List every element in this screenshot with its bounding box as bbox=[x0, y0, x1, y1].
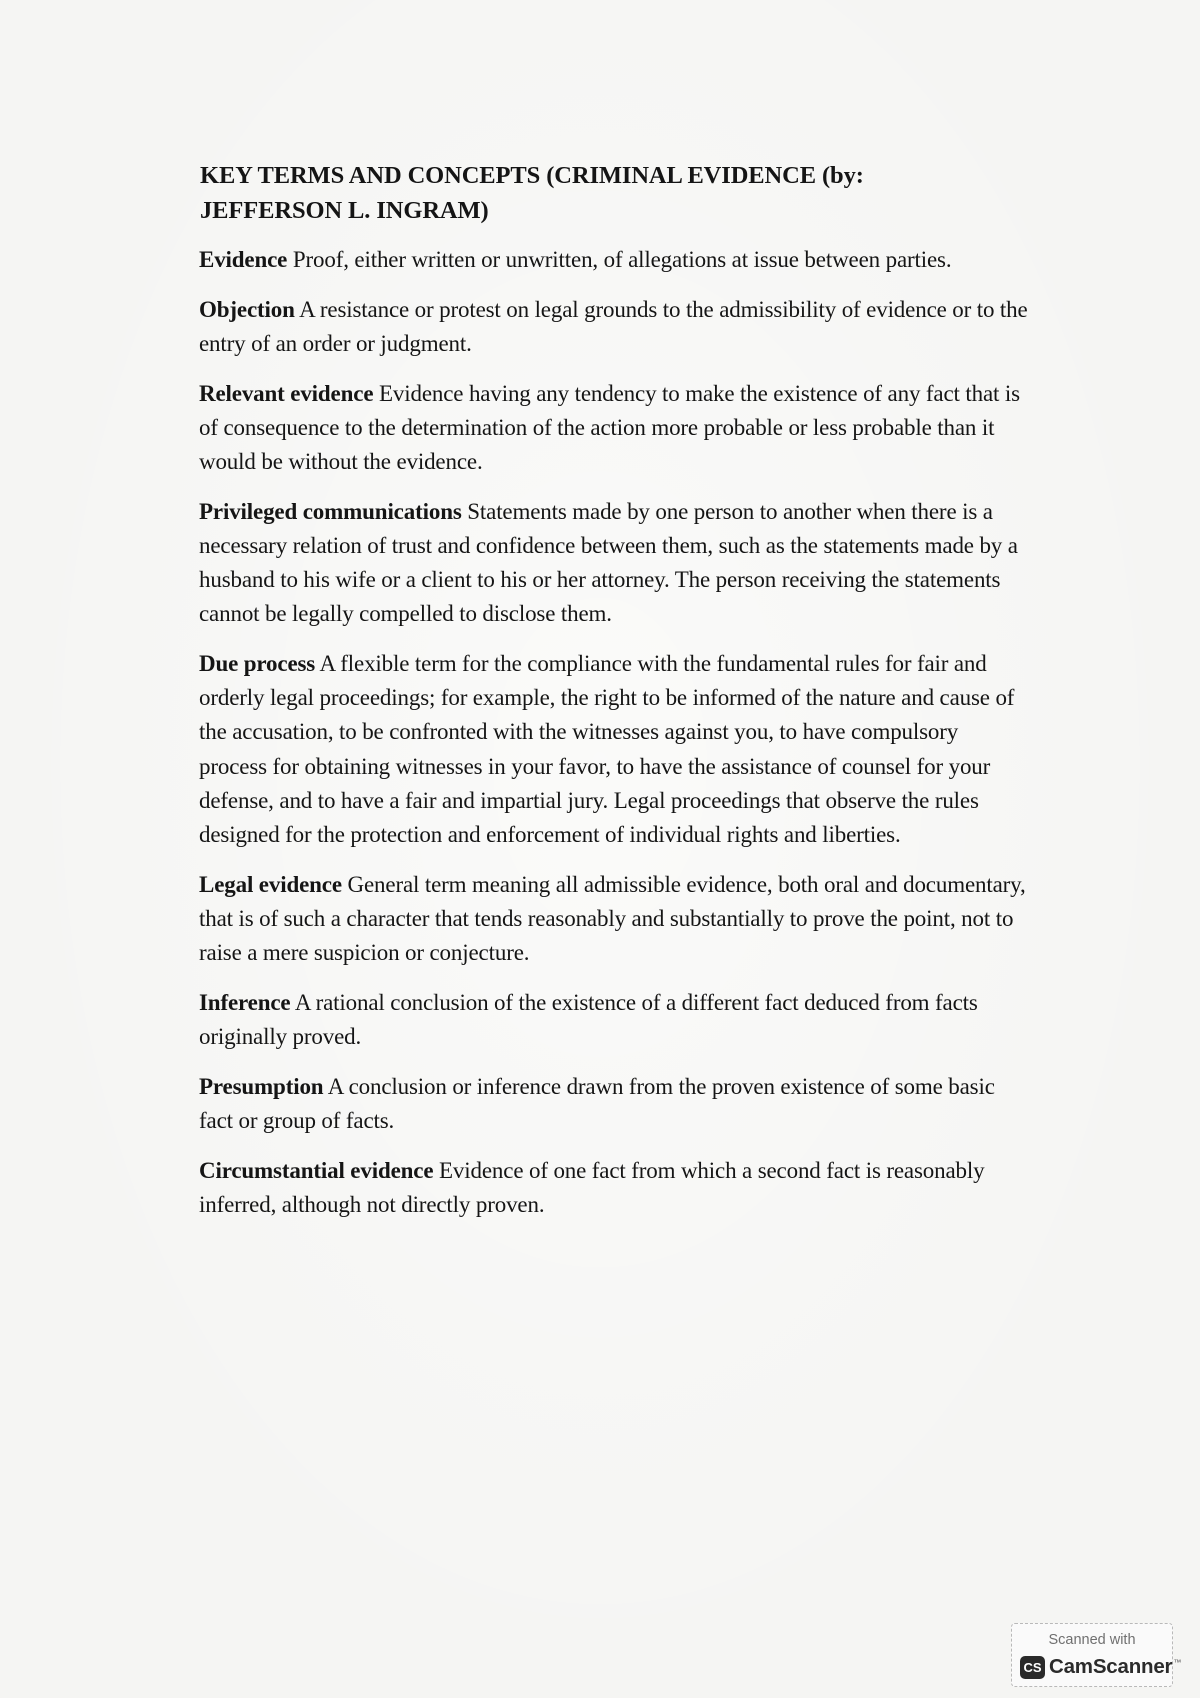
glossary-definition: Evidence of one fact from which a second fact is reasonably inferred, although not directly proven. bbox=[199, 1157, 985, 1217]
glossary-term: Objection bbox=[199, 296, 295, 322]
glossary-term: Circumstantial evidence bbox=[199, 1157, 434, 1183]
document-body bbox=[199, 158, 1029, 1238]
glossary-definition: Proof, either written or unwritten, of allegations at issue between parties. bbox=[292, 247, 952, 272]
watermark-brand-name: CamScanner bbox=[1049, 1655, 1173, 1678]
trademark-symbol: ™ bbox=[1173, 1658, 1182, 1667]
glossary-definition: A conclusion or inference drawn from the proven existence of some basic fact or group of facts. bbox=[199, 1073, 995, 1133]
glossary-entry-legal-evidence bbox=[199, 868, 1029, 971]
glossary-entry-evidence bbox=[199, 243, 1029, 277]
glossary-definition: A flexible term for the compliance with the fundamental rules for fair and orderly legal proceedings; for example, the right to be informed of the nature and cause of the accusation, to be confronted with the witnesses against you, to have compulsory process for obtaining witnesses in your favor, to have the assistance of counsel for your defense, and to have a fair and impartial jury. Legal proceedings that observe the rules designed for the protection and enforcement of individual rights and liberties. bbox=[199, 651, 1015, 848]
glossary-definition: A rational conclusion of the existence of a different fact deduced from facts originally proved. bbox=[199, 989, 978, 1050]
watermark-brand-row bbox=[1020, 1655, 1181, 1679]
watermark-caption: Scanned with bbox=[1048, 1632, 1136, 1648]
glossary-entry-inference bbox=[199, 986, 1029, 1054]
glossary-term: Inference bbox=[199, 989, 291, 1015]
document-title bbox=[200, 158, 1029, 228]
glossary-entry-relevant-evidence bbox=[199, 377, 1029, 480]
glossary-entry-presumption bbox=[199, 1070, 1029, 1138]
glossary-entry-due-process bbox=[199, 647, 1029, 852]
glossary-term: Privileged communications bbox=[199, 498, 462, 524]
glossary-entry-circumstantial-evidence bbox=[199, 1154, 1029, 1222]
title-line-2: JEFFERSON L. INGRAM) bbox=[200, 197, 489, 224]
glossary-definition: Evidence having any tendency to make the existence of any fact that is of consequence to the determination of the action more probable or less probable than it would be without the evidence. bbox=[199, 380, 1020, 475]
glossary-definition: Statements made by one person to another when there is a necessary relation of trust and confidence between them, such as the statements made by a husband to his wife or a client to his or her attorney. The person receiving the statements cannot be legally compelled to disclose them. bbox=[199, 498, 1018, 627]
glossary-entry-privileged-communications bbox=[199, 495, 1029, 632]
glossary-term: Evidence bbox=[199, 247, 288, 272]
title-line-1: KEY TERMS AND CONCEPTS (CRIMINAL EVIDENCE (by: bbox=[200, 162, 864, 189]
glossary-term: Presumption bbox=[199, 1073, 324, 1099]
glossary-term: Relevant evidence bbox=[199, 380, 374, 406]
glossary-definition: A resistance or protest on legal grounds to the admissibility of evidence or to the entry of an order or judgment. bbox=[199, 296, 1028, 356]
glossary-entry-objection bbox=[199, 293, 1029, 361]
glossary-term: Legal evidence bbox=[199, 871, 342, 897]
camscanner-logo-icon: CS bbox=[1020, 1656, 1045, 1679]
glossary-term: Due process bbox=[199, 651, 316, 677]
glossary-definition: General term meaning all admissible evidence, both oral and documentary, that is of such a character that tends reasonably and substantially to prove the point, not to raise a mere suspicion or conjecture. bbox=[199, 871, 1026, 966]
camscanner-watermark bbox=[1011, 1623, 1182, 1687]
